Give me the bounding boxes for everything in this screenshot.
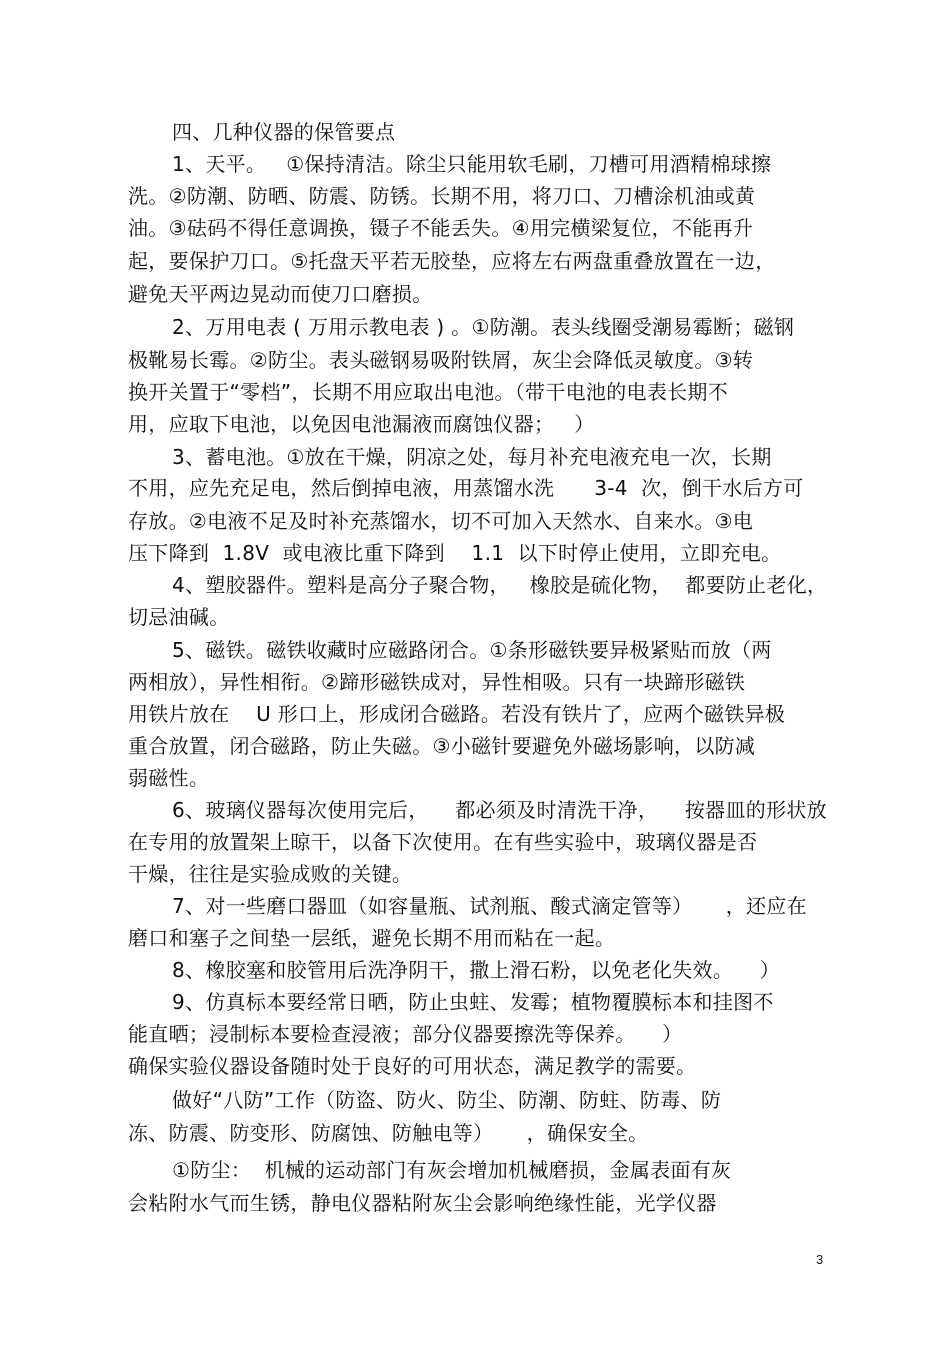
text-line: 8、橡胶塞和胶管用后洗净阴干，撒上滑石粉，以免老化失效。 ） xyxy=(172,958,781,982)
page-number: 3 xyxy=(816,1252,824,1267)
text-line: 用，应取下电池，以免因电池漏液而腐蚀仪器； ） xyxy=(128,412,595,436)
text-line: 起，要保护刀口。⑤托盘天平若无胶垫，应将左右两盘重叠放置在一边， xyxy=(128,249,776,273)
text-line: 确保实验仪器设备随时处于良好的可用状态，满足教学的需要。 xyxy=(128,1054,697,1078)
text-line: 7、对一些磨口器皿（如容量瓶、试剂瓶、酸式滴定管等） ，还应在 xyxy=(172,894,808,918)
text-line: 磨口和塞子之间垫一层纸，避免长期不用而粘在一起。 xyxy=(128,926,616,950)
text-line: 两相放），异性相衔。②蹄形磁铁成对，异性相吸。只有一块蹄形磁铁 xyxy=(128,670,746,694)
text-line: 冻、防震、防变形、防腐蚀、防触电等） ，确保安全。 xyxy=(128,1121,649,1145)
section-heading: 四、几种仪器的保管要点 xyxy=(172,120,396,144)
text-line: 换开关置于“零档”，长期不用应取出电池。（带干电池的电表长期不 xyxy=(128,380,729,404)
text-line: 压下降到 1.8V 或电液比重下降到 1.1 以下时停止使用，立即充电。 xyxy=(128,541,782,565)
text-line: ①防尘： 机械的运动部门有灰会增加机械磨损，金属表面有灰 xyxy=(172,1158,732,1182)
text-line: 干燥，往往是实验成败的关键。 xyxy=(128,862,413,886)
text-line: 5、磁铁。磁铁收藏时应磁路闭合。①条形磁铁要异极紧贴而放（两 xyxy=(172,638,772,662)
text-line: 切忌油碱。 xyxy=(128,605,230,629)
text-line: 油。③砝码不得任意调换，镊子不能丢失。④用完横梁复位，不能再升 xyxy=(128,216,754,240)
text-line: 避免天平两边晃动而使刀口磨损。 xyxy=(128,282,433,306)
text-line: 2、万用电表 ( 万用示教电表 ) 。①防潮。表头线圈受潮易霉断；磁钢 xyxy=(172,315,795,339)
text-line: 3、蓄电池。①放在干燥，阴凉之处，每月补充电液充电一次，长期 xyxy=(172,445,772,469)
text-line: 用铁片放在 U 形口上，形成闭合磁路。若没有铁片了，应两个磁铁异极 xyxy=(128,702,786,726)
text-line: 做好“八防”工作（防盗、防火、防尘、防潮、防蛀、防毒、防 xyxy=(172,1088,722,1112)
text-line: 会粘附水气而生锈，静电仪器粘附灰尘会影响绝缘性能，光学仪器 xyxy=(128,1191,717,1215)
text-line: 6、玻璃仪器每次使用完后， 都必须及时清洗干净， 按器皿的形状放 xyxy=(172,798,827,822)
text-line: 极靴易长霉。②防尘。表头磁钢易吸附铁屑，灰尘会降低灵敏度。③转 xyxy=(128,348,754,372)
text-line: 在专用的放置架上晾干，以备下次使用。在有些实验中，玻璃仪器是否 xyxy=(128,830,758,854)
text-line: 1、天平。 ①保持清洁。除尘只能用软毛刷，刀槽可用酒精棉球擦 xyxy=(172,152,772,176)
text-line: 能直晒；浸制标本要检查浸液；部分仪器要擦洗等保养。 ） xyxy=(128,1022,683,1046)
text-line: 弱磁性。 xyxy=(128,766,210,790)
text-line: 洗。②防潮、防晒、防震、防锈。长期不用，将刀口、刀槽涂机油或黄 xyxy=(128,184,756,208)
text-line: 9、仿真标本要经常日晒，防止虫蛀、发霉；植物覆膜标本和挂图不 xyxy=(172,990,774,1014)
text-line: 4、塑胶器件。塑料是高分子聚合物， 橡胶是硫化物， 都要防止老化， xyxy=(172,573,828,597)
text-line: 存放。②电液不足及时补充蒸馏水，切不可加入天然水、自来水。③电 xyxy=(128,509,754,533)
text-line: 重合放置，闭合磁路，防止失磁。③小磁针要避免外磁场影响，以防减 xyxy=(128,734,756,758)
text-line: 不用，应先充足电，然后倒掉电液，用蒸馏水洗 3-4 次，倒干水后方可 xyxy=(128,476,804,500)
